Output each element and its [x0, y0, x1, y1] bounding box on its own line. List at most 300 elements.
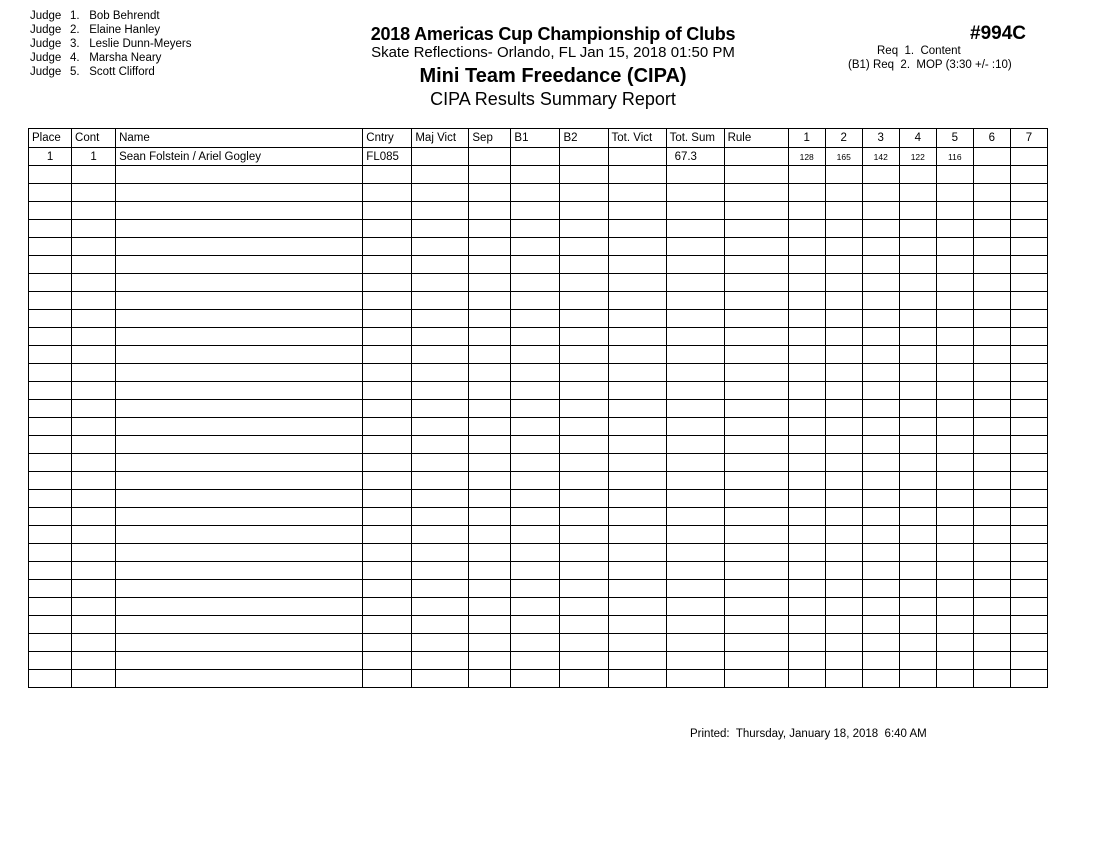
empty-cell: [412, 220, 469, 238]
judge-1-score-cell: 128: [788, 148, 825, 166]
empty-cell: [511, 580, 560, 598]
empty-cell: [936, 526, 973, 544]
empty-table-row: [29, 454, 1048, 472]
empty-cell: [825, 364, 862, 382]
empty-cell: [29, 256, 72, 274]
empty-cell: [825, 526, 862, 544]
empty-cell: [72, 184, 116, 202]
empty-cell: [469, 256, 511, 274]
cont-cell: 1: [72, 148, 116, 166]
empty-cell: [899, 346, 936, 364]
empty-cell: [899, 220, 936, 238]
empty-cell: [469, 616, 511, 634]
maj-vict-cell: [412, 148, 469, 166]
column-header: Rule: [724, 129, 788, 148]
empty-cell: [862, 400, 899, 418]
empty-cell: [469, 382, 511, 400]
empty-cell: [936, 634, 973, 652]
empty-cell: [560, 400, 608, 418]
empty-cell: [116, 562, 363, 580]
empty-cell: [788, 310, 825, 328]
empty-cell: [363, 310, 412, 328]
empty-cell: [608, 292, 666, 310]
empty-cell: [363, 238, 412, 256]
empty-cell: [469, 472, 511, 490]
empty-cell: [788, 184, 825, 202]
empty-cell: [788, 292, 825, 310]
empty-cell: [363, 508, 412, 526]
empty-cell: [973, 490, 1010, 508]
sep-cell: [469, 148, 511, 166]
empty-cell: [862, 364, 899, 382]
empty-cell: [608, 364, 666, 382]
table-header-row: [29, 129, 1048, 148]
empty-cell: [666, 508, 724, 526]
empty-cell: [363, 598, 412, 616]
empty-cell: [560, 256, 608, 274]
empty-cell: [724, 670, 788, 688]
empty-cell: [363, 184, 412, 202]
empty-cell: [72, 652, 116, 670]
empty-cell: [936, 310, 973, 328]
empty-cell: [1010, 472, 1047, 490]
empty-cell: [469, 508, 511, 526]
empty-cell: [412, 346, 469, 364]
empty-cell: [1010, 202, 1047, 220]
empty-table-row: [29, 634, 1048, 652]
empty-cell: [666, 220, 724, 238]
judge-3-score-cell: 142: [862, 148, 899, 166]
empty-cell: [788, 166, 825, 184]
empty-cell: [724, 418, 788, 436]
judge-4-score-cell: 122: [899, 148, 936, 166]
empty-cell: [116, 256, 363, 274]
empty-cell: [666, 382, 724, 400]
empty-cell: [116, 292, 363, 310]
empty-cell: [560, 202, 608, 220]
empty-cell: [29, 220, 72, 238]
requirement-item: [840, 44, 1030, 58]
empty-cell: [1010, 292, 1047, 310]
empty-cell: [666, 580, 724, 598]
empty-cell: [899, 400, 936, 418]
empty-cell: [511, 598, 560, 616]
empty-cell: [511, 184, 560, 202]
empty-cell: [116, 490, 363, 508]
empty-cell: [899, 598, 936, 616]
rule-cell: [724, 148, 788, 166]
empty-table-row: [29, 256, 1048, 274]
empty-cell: [724, 364, 788, 382]
empty-cell: [608, 562, 666, 580]
empty-cell: [560, 220, 608, 238]
empty-table-row: [29, 382, 1048, 400]
empty-cell: [825, 490, 862, 508]
empty-cell: [936, 598, 973, 616]
empty-cell: [899, 166, 936, 184]
empty-cell: [363, 454, 412, 472]
empty-cell: [724, 616, 788, 634]
empty-cell: [29, 580, 72, 598]
column-header: 4: [899, 129, 936, 148]
empty-cell: [788, 364, 825, 382]
empty-table-row: [29, 544, 1048, 562]
empty-cell: [469, 184, 511, 202]
empty-cell: [899, 580, 936, 598]
empty-cell: [116, 238, 363, 256]
empty-cell: [788, 220, 825, 238]
empty-table-row: [29, 400, 1048, 418]
empty-cell: [724, 634, 788, 652]
empty-cell: [825, 634, 862, 652]
empty-cell: [724, 400, 788, 418]
empty-cell: [469, 400, 511, 418]
empty-table-row: [29, 616, 1048, 634]
empty-cell: [511, 274, 560, 292]
judge-number: 3.: [70, 38, 80, 50]
column-header: Name: [116, 129, 363, 148]
report-header: [343, 24, 763, 110]
empty-cell: [862, 202, 899, 220]
empty-cell: [511, 256, 560, 274]
empty-table-row: [29, 472, 1048, 490]
empty-cell: [666, 616, 724, 634]
empty-cell: [936, 652, 973, 670]
empty-cell: [1010, 562, 1047, 580]
empty-cell: [412, 490, 469, 508]
empty-cell: [469, 490, 511, 508]
empty-cell: [862, 562, 899, 580]
empty-cell: [973, 382, 1010, 400]
empty-cell: [724, 238, 788, 256]
empty-cell: [788, 544, 825, 562]
empty-cell: [511, 292, 560, 310]
empty-cell: [973, 166, 1010, 184]
empty-cell: [608, 472, 666, 490]
empty-cell: [973, 562, 1010, 580]
empty-cell: [788, 400, 825, 418]
empty-cell: [72, 256, 116, 274]
empty-cell: [973, 238, 1010, 256]
empty-cell: [899, 292, 936, 310]
empty-cell: [899, 364, 936, 382]
empty-cell: [116, 580, 363, 598]
empty-cell: [511, 616, 560, 634]
empty-cell: [560, 454, 608, 472]
empty-cell: [511, 526, 560, 544]
empty-cell: [666, 400, 724, 418]
empty-cell: [825, 346, 862, 364]
empty-cell: [511, 634, 560, 652]
empty-cell: [788, 256, 825, 274]
empty-cell: [936, 616, 973, 634]
column-header: 6: [973, 129, 1010, 148]
empty-cell: [973, 598, 1010, 616]
empty-cell: [116, 634, 363, 652]
empty-cell: [72, 382, 116, 400]
empty-cell: [862, 670, 899, 688]
empty-cell: [412, 328, 469, 346]
empty-cell: [29, 238, 72, 256]
empty-cell: [936, 166, 973, 184]
empty-cell: [363, 400, 412, 418]
empty-cell: [469, 292, 511, 310]
empty-cell: [724, 328, 788, 346]
empty-cell: [412, 526, 469, 544]
empty-cell: [412, 616, 469, 634]
empty-cell: [29, 598, 72, 616]
empty-cell: [1010, 400, 1047, 418]
empty-cell: [666, 652, 724, 670]
empty-cell: [29, 400, 72, 418]
judge-6-score-cell: [973, 148, 1010, 166]
empty-cell: [899, 274, 936, 292]
empty-cell: [511, 310, 560, 328]
empty-cell: [363, 346, 412, 364]
empty-table-row: [29, 292, 1048, 310]
empty-cell: [412, 292, 469, 310]
empty-cell: [825, 166, 862, 184]
empty-cell: [412, 508, 469, 526]
empty-cell: [899, 652, 936, 670]
empty-cell: [825, 184, 862, 202]
empty-cell: [825, 472, 862, 490]
column-header: Tot. Sum: [666, 129, 724, 148]
empty-cell: [666, 166, 724, 184]
empty-cell: [1010, 454, 1047, 472]
empty-cell: [899, 310, 936, 328]
empty-cell: [666, 256, 724, 274]
empty-cell: [788, 562, 825, 580]
empty-table-row: [29, 670, 1048, 688]
empty-cell: [511, 364, 560, 382]
empty-cell: [862, 256, 899, 274]
empty-cell: [862, 292, 899, 310]
empty-cell: [469, 526, 511, 544]
empty-table-row: [29, 526, 1048, 544]
empty-cell: [511, 346, 560, 364]
empty-table-row: [29, 508, 1048, 526]
empty-cell: [608, 220, 666, 238]
empty-cell: [363, 652, 412, 670]
empty-cell: [862, 436, 899, 454]
empty-cell: [666, 274, 724, 292]
empty-cell: [973, 616, 1010, 634]
empty-cell: [899, 454, 936, 472]
judges-list: [30, 9, 191, 79]
empty-cell: [608, 184, 666, 202]
empty-cell: [899, 562, 936, 580]
judge-5-score-cell: 116: [936, 148, 973, 166]
judge-row: [30, 37, 191, 51]
empty-cell: [973, 292, 1010, 310]
empty-cell: [29, 274, 72, 292]
empty-cell: [116, 472, 363, 490]
empty-cell: [72, 616, 116, 634]
empty-cell: [363, 220, 412, 238]
empty-cell: [116, 436, 363, 454]
empty-cell: [724, 310, 788, 328]
empty-cell: [788, 472, 825, 490]
empty-cell: [862, 346, 899, 364]
empty-cell: [862, 598, 899, 616]
empty-cell: [72, 580, 116, 598]
empty-cell: [1010, 238, 1047, 256]
empty-cell: [29, 166, 72, 184]
column-header: Maj Vict: [412, 129, 469, 148]
empty-cell: [560, 526, 608, 544]
empty-cell: [72, 202, 116, 220]
empty-cell: [29, 184, 72, 202]
empty-cell: [511, 544, 560, 562]
column-header: 5: [936, 129, 973, 148]
empty-cell: [936, 454, 973, 472]
empty-cell: [608, 670, 666, 688]
empty-cell: [412, 634, 469, 652]
empty-cell: [936, 274, 973, 292]
empty-cell: [363, 562, 412, 580]
empty-cell: [412, 436, 469, 454]
empty-cell: [724, 454, 788, 472]
column-header: B1: [511, 129, 560, 148]
empty-cell: [412, 670, 469, 688]
empty-cell: [788, 616, 825, 634]
empty-cell: [825, 382, 862, 400]
empty-cell: [116, 652, 363, 670]
empty-cell: [608, 274, 666, 292]
empty-cell: [724, 508, 788, 526]
empty-cell: [825, 580, 862, 598]
empty-cell: [1010, 580, 1047, 598]
column-header: 7: [1010, 129, 1047, 148]
empty-cell: [825, 562, 862, 580]
empty-cell: [29, 634, 72, 652]
empty-cell: [862, 310, 899, 328]
requirement-item: [840, 58, 1030, 72]
empty-cell: [724, 274, 788, 292]
empty-cell: [29, 490, 72, 508]
empty-cell: [862, 472, 899, 490]
empty-cell: [666, 598, 724, 616]
empty-cell: [608, 238, 666, 256]
empty-cell: [788, 670, 825, 688]
empty-cell: [666, 292, 724, 310]
empty-cell: [116, 310, 363, 328]
empty-cell: [724, 382, 788, 400]
empty-cell: [29, 526, 72, 544]
empty-cell: [608, 256, 666, 274]
empty-cell: [1010, 490, 1047, 508]
empty-cell: [788, 598, 825, 616]
empty-cell: [29, 544, 72, 562]
empty-cell: [666, 670, 724, 688]
empty-cell: [72, 310, 116, 328]
empty-cell: [973, 256, 1010, 274]
empty-cell: [825, 670, 862, 688]
empty-table-row: [29, 652, 1048, 670]
empty-cell: [412, 364, 469, 382]
empty-cell: [560, 598, 608, 616]
empty-cell: [511, 400, 560, 418]
judge-row: [30, 65, 191, 79]
empty-cell: [511, 238, 560, 256]
empty-cell: [608, 400, 666, 418]
empty-cell: [973, 508, 1010, 526]
empty-cell: [1010, 670, 1047, 688]
empty-cell: [666, 346, 724, 364]
empty-cell: [1010, 184, 1047, 202]
empty-cell: [29, 418, 72, 436]
column-header: Place: [29, 129, 72, 148]
empty-cell: [825, 436, 862, 454]
empty-cell: [973, 220, 1010, 238]
empty-cell: [724, 346, 788, 364]
empty-cell: [788, 652, 825, 670]
empty-cell: [560, 472, 608, 490]
empty-cell: [724, 544, 788, 562]
empty-table-row: [29, 166, 1048, 184]
empty-cell: [560, 670, 608, 688]
empty-cell: [1010, 166, 1047, 184]
empty-cell: [116, 400, 363, 418]
empty-cell: [788, 328, 825, 346]
empty-cell: [469, 238, 511, 256]
empty-cell: [788, 436, 825, 454]
column-header: Cntry: [363, 129, 412, 148]
empty-cell: [608, 166, 666, 184]
column-header: Cont: [72, 129, 116, 148]
empty-table-row: [29, 418, 1048, 436]
empty-cell: [560, 508, 608, 526]
judge-name: Marsha Neary: [89, 52, 162, 64]
empty-table-row: [29, 310, 1048, 328]
empty-cell: [116, 382, 363, 400]
empty-cell: [825, 238, 862, 256]
empty-cell: [899, 184, 936, 202]
empty-cell: [511, 328, 560, 346]
empty-cell: [1010, 256, 1047, 274]
empty-cell: [72, 364, 116, 382]
empty-cell: [116, 346, 363, 364]
empty-cell: [363, 292, 412, 310]
judge-row: [30, 51, 191, 65]
empty-table-row: [29, 364, 1048, 382]
empty-cell: [72, 292, 116, 310]
empty-cell: [412, 418, 469, 436]
empty-cell: [116, 364, 363, 382]
empty-cell: [412, 598, 469, 616]
empty-cell: [469, 580, 511, 598]
empty-cell: [724, 256, 788, 274]
empty-cell: [724, 220, 788, 238]
empty-cell: [469, 418, 511, 436]
requirement-text: Req 2. MOP (3:30 +/- :10): [872, 59, 1012, 71]
empty-cell: [825, 544, 862, 562]
empty-cell: [608, 310, 666, 328]
empty-cell: [973, 580, 1010, 598]
empty-cell: [116, 670, 363, 688]
empty-cell: [363, 670, 412, 688]
empty-cell: [724, 562, 788, 580]
judge-2-score-cell: 165: [825, 148, 862, 166]
judge-name: Scott Clifford: [89, 66, 155, 78]
empty-cell: [973, 274, 1010, 292]
empty-cell: [899, 328, 936, 346]
empty-cell: [936, 544, 973, 562]
empty-cell: [29, 508, 72, 526]
empty-cell: [666, 418, 724, 436]
empty-cell: [936, 436, 973, 454]
